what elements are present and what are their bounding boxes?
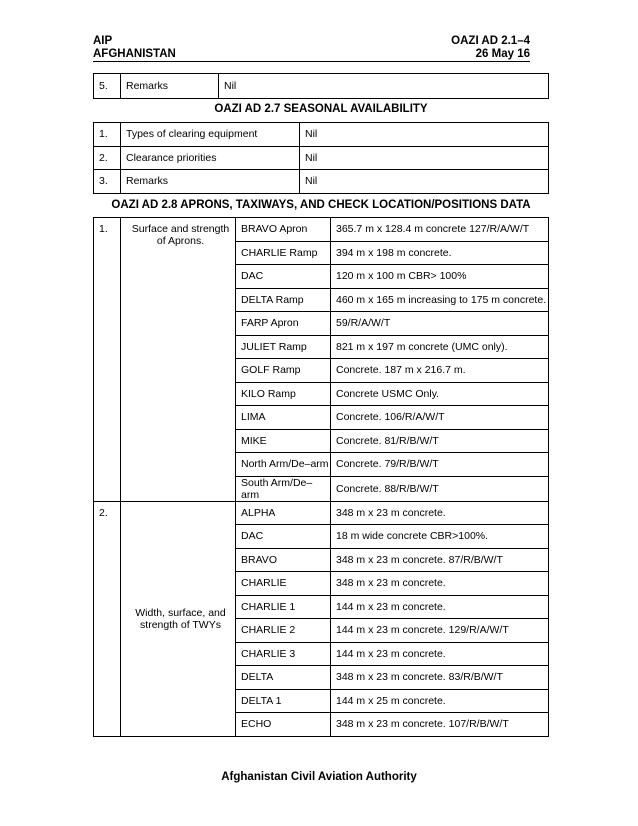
item-value: 144 m x 23 m concrete. bbox=[331, 595, 549, 619]
item-name: LIMA bbox=[236, 406, 331, 430]
item-value: Concrete. 106/R/A/W/T bbox=[331, 406, 549, 430]
row-label: Remarks bbox=[121, 170, 300, 194]
group-number: 1. bbox=[94, 218, 121, 502]
group-number: 2. bbox=[94, 501, 121, 736]
item-name: DELTA bbox=[236, 666, 331, 690]
header-aip: AIP bbox=[93, 35, 113, 47]
table-row bbox=[94, 501, 549, 525]
item-value: 144 m x 25 m concrete. bbox=[331, 689, 549, 713]
aprons-table bbox=[93, 217, 549, 737]
item-value: 394 m x 198 m concrete. bbox=[331, 241, 549, 265]
row-value: Nil bbox=[300, 146, 549, 170]
remarks-table bbox=[93, 73, 549, 99]
item-value: 460 m x 165 m increasing to 175 m concrete. bbox=[331, 288, 549, 312]
row-value: Nil bbox=[219, 74, 549, 99]
aprons-section-title: OAZI AD 2.8 APRONS, TAXIWAYS, AND CHECK LOCATION/POSITIONS DATA bbox=[111, 199, 531, 211]
item-value: 144 m x 23 m concrete. bbox=[331, 642, 549, 666]
item-name: DELTA Ramp bbox=[236, 288, 331, 312]
item-name: FARP Apron bbox=[236, 312, 331, 336]
item-value: Concrete. 79/R/B/W/T bbox=[331, 453, 549, 477]
item-value: 120 m x 100 m CBR> 100% bbox=[331, 265, 549, 289]
item-name: BRAVO Apron bbox=[236, 218, 331, 242]
item-value: 348 m x 23 m concrete. bbox=[331, 572, 549, 596]
row-number: 3. bbox=[94, 170, 121, 194]
row-label: Types of clearing equipment bbox=[121, 123, 300, 147]
table-row bbox=[94, 146, 549, 170]
table-row bbox=[94, 74, 549, 99]
header-date: 26 May 16 bbox=[475, 48, 530, 60]
item-value: 144 m x 23 m concrete. 129/R/A/W/T bbox=[331, 619, 549, 643]
item-value: 18 m wide concrete CBR>100%. bbox=[331, 525, 549, 549]
item-name: North Arm/De–arm bbox=[236, 453, 331, 477]
page-header-right bbox=[451, 35, 530, 61]
item-name: JULIET Ramp bbox=[236, 335, 331, 359]
table-row bbox=[94, 218, 549, 242]
item-value: 348 m x 23 m concrete. 83/R/B/W/T bbox=[331, 666, 549, 690]
row-number: 5. bbox=[94, 74, 121, 99]
seasonal-section-title: OAZI AD 2.7 SEASONAL AVAILABILITY bbox=[214, 103, 428, 115]
item-name: CHARLIE 3 bbox=[236, 642, 331, 666]
item-value: 348 m x 23 m concrete. bbox=[331, 501, 549, 525]
item-name: DELTA 1 bbox=[236, 689, 331, 713]
item-value: 348 m x 23 m concrete. 107/R/B/W/T bbox=[331, 713, 549, 737]
item-name: GOLF Ramp bbox=[236, 359, 331, 383]
row-number: 1. bbox=[94, 123, 121, 147]
row-value: Nil bbox=[300, 170, 549, 194]
seasonal-table bbox=[93, 122, 549, 194]
header-country: AFGHANISTAN bbox=[93, 48, 176, 60]
item-name: CHARLIE 2 bbox=[236, 619, 331, 643]
item-value: Concrete. 81/R/B/W/T bbox=[331, 429, 549, 453]
item-value: 59/R/A/W/T bbox=[331, 312, 549, 336]
item-value: 821 m x 197 m concrete (UMC only). bbox=[331, 335, 549, 359]
item-value: 348 m x 23 m concrete. 87/R/B/W/T bbox=[331, 548, 549, 572]
item-name: CHARLIE 1 bbox=[236, 595, 331, 619]
row-label: Remarks bbox=[121, 74, 219, 99]
row-value: Nil bbox=[300, 123, 549, 147]
item-value: Concrete USMC Only. bbox=[331, 382, 549, 406]
table-row bbox=[94, 170, 549, 194]
item-name: ECHO bbox=[236, 713, 331, 737]
item-name: ALPHA bbox=[236, 501, 331, 525]
item-name: CHARLIE bbox=[236, 572, 331, 596]
row-number: 2. bbox=[94, 146, 121, 170]
page-footer: Afghanistan Civil Aviation Authority bbox=[221, 771, 417, 783]
item-name: CHARLIE Ramp bbox=[236, 241, 331, 265]
table-row bbox=[94, 123, 549, 147]
item-name: DAC bbox=[236, 265, 331, 289]
group-label: Surface and strength of Aprons. bbox=[121, 218, 236, 502]
item-value: Concrete. 187 m x 216.7 m. bbox=[331, 359, 549, 383]
item-name: MIKE bbox=[236, 429, 331, 453]
item-name: KILO Ramp bbox=[236, 382, 331, 406]
item-value: 365.7 m x 128.4 m concrete 127/R/A/W/T bbox=[331, 218, 549, 242]
header-rule bbox=[93, 61, 530, 62]
row-label: Clearance priorities bbox=[121, 146, 300, 170]
item-value: Concrete. 88/R/B/W/T bbox=[331, 476, 549, 501]
item-name: DAC bbox=[236, 525, 331, 549]
group-label: Width, surface, and strength of TWYs bbox=[121, 501, 236, 736]
item-name: BRAVO bbox=[236, 548, 331, 572]
page-header-left bbox=[93, 35, 176, 61]
header-section-ref: OAZI AD 2.1–4 bbox=[451, 35, 530, 47]
item-name: South Arm/De–arm bbox=[236, 476, 331, 501]
